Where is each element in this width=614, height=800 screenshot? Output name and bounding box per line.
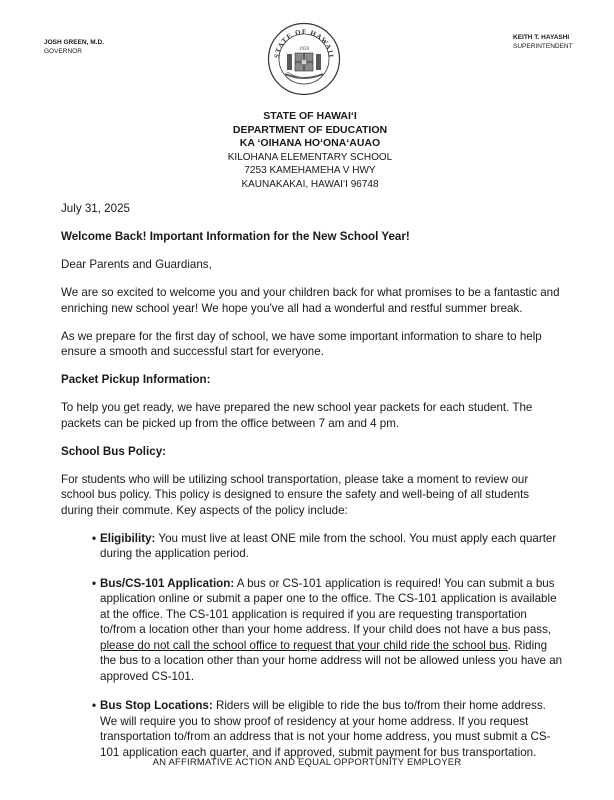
application-text: A bus or CS-101 application is required! You can submit a bus application online or submit a paper one to the office. The CS-101 application is available at the office. The CS-101 application is required if you are requesting transportation to/from a location other than your home address. If your child does not have a bus pass, <box>100 576 557 636</box>
bullet-icon: • <box>92 699 97 712</box>
governor-block <box>44 38 104 56</box>
superintendent-block <box>513 33 573 51</box>
street-address: 7253 KAMEHAMEHA V HWY <box>244 165 376 176</box>
city-state-zip: KAUNAKAKAI, HAWAIʻI 96748 <box>241 178 379 190</box>
superintendent-title: SUPERINTENDENT <box>513 43 573 50</box>
footer-statement: AN AFFIRMATIVE ACTION AND EQUAL OPPORTUNITY EMPLOYER <box>152 757 462 768</box>
state-line: STATE OF HAWAIʻI <box>263 110 357 122</box>
list-item <box>93 576 565 685</box>
application-warning-underlined: please do not call the school office to request that your child ride the school bus <box>100 638 508 652</box>
department-line: DEPARTMENT OF EDUCATION <box>232 123 388 136</box>
salutation: Dear Parents and Guardians, <box>61 258 212 271</box>
bus-policy-heading: School Bus Policy: <box>61 444 167 458</box>
application-text-end: . Riding the bus to a location other than your home address will not be allowed unless you have an approved CS-101. <box>100 638 563 683</box>
hawaiian-department-line: KA ʻOIHANA HOʻONAʻAUAO <box>239 137 381 149</box>
governor-name: JOSH GREEN, M.D. <box>44 39 104 46</box>
letter-body <box>61 201 561 774</box>
welcome-paragraph: We are so excited to welcome you and your children back for what promises to be a fantastic and enriching new school year! We hope you've all had a wonderful and restful summer break. <box>61 286 560 315</box>
letterhead-address <box>190 110 430 191</box>
bullet-icon: • <box>92 576 97 590</box>
policy-list <box>61 531 561 761</box>
bus-stop-text: Riders will be eligible to ride the bus to/from their home address. We will require you to show proof of residency at your home address. If you request transportation to/from an address that is not your home address, you must submit a CS-101 application each quarter, and if approved, submit payment for bus transportation. <box>100 699 551 759</box>
packet-heading: Packet Pickup Information: <box>61 373 211 386</box>
list-item <box>93 531 565 562</box>
eligibility-label: Eligibility: <box>100 531 156 545</box>
bus-stop-label: Bus Stop Locations: <box>100 699 213 712</box>
school-name: KILOHANA ELEMENTARY SCHOOL <box>227 151 393 163</box>
letter-title: Welcome Back! Important Information for the New School Year! <box>61 230 410 243</box>
list-item <box>93 698 565 760</box>
packet-paragraph: To help you get ready, we have prepared the new school year packets for each student. The packets can be picked up from the office between 7 am and 4 pm. <box>61 401 533 430</box>
governor-title: GOVERNOR <box>44 48 82 55</box>
bullet-icon: • <box>92 531 97 545</box>
eligibility-text: You must live at least ONE mile from the school. You must apply each quarter during the application period. <box>100 531 557 560</box>
bus-policy-intro: For students who will be utilizing school transportation, please take a moment to review our school bus policy. This policy is designed to ensure the safety and well-being of all students during their commute. Key aspects of the policy include: <box>61 472 530 517</box>
application-label: Bus/CS-101 Application: <box>100 576 235 590</box>
letter-date: July 31, 2025 <box>61 202 130 215</box>
seal-text: STATE OF HAWAII <box>272 27 336 59</box>
seal-year: 1959 <box>299 47 309 52</box>
superintendent-name: KEITH T. HAYASHI <box>513 34 570 41</box>
preparation-paragraph: As we prepare for the first day of school, we have some important information to share to help ensure a smooth and successful start for everyone. <box>61 329 542 358</box>
state-seal-icon <box>267 22 341 96</box>
